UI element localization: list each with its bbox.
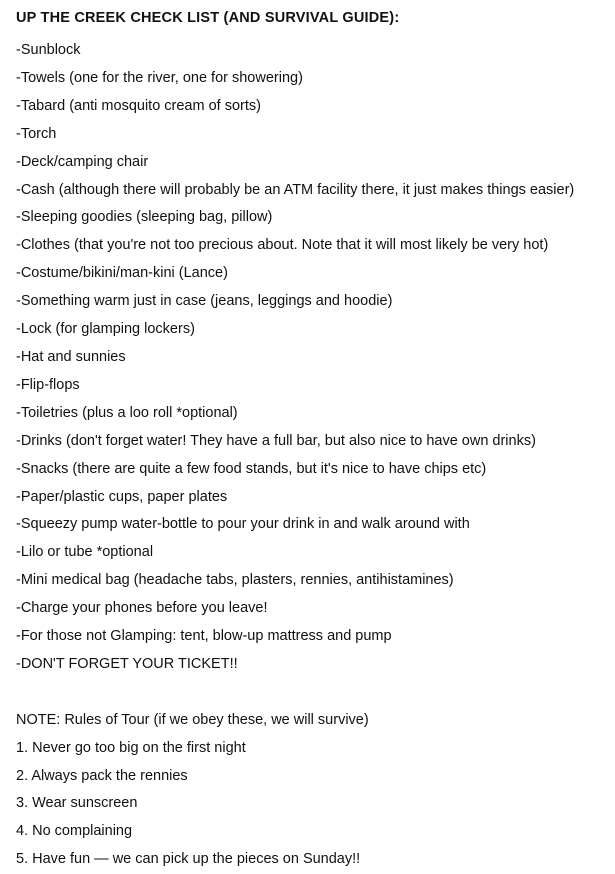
- checklist-item-ticket: -DON'T FORGET YOUR TICKET!!: [16, 655, 238, 672]
- checklist-item-water-bottle: -Squeezy pump water-bottle to pour your drink in and walk around with: [16, 516, 470, 533]
- checklist-item-sunblock: -Sunblock: [16, 42, 81, 58]
- checklist-item-tent: -For those not Glamping: tent, blow-up mattress and pump: [16, 628, 392, 645]
- checklist-item-tabard: -Tabard (anti mosquito cream of sorts): [16, 97, 261, 114]
- rules-list: [16, 735, 611, 874]
- page-title: UP THE CREEK CHECK LIST (AND SURVIVAL GUIDE):: [16, 10, 400, 26]
- checklist-item-medical-bag: -Mini medical bag (headache tabs, plasters, rennies, antihistamines): [16, 572, 454, 589]
- checklist-item-costume: -Costume/bikini/man-kini (Lance): [16, 265, 228, 282]
- checklist-item-toiletries: -Toiletries (plus a loo roll *optional): [16, 404, 238, 421]
- checklist-item-towels: -Towels (one for the river, one for showering): [16, 69, 303, 86]
- checklist-item-chair: -Deck/camping chair: [16, 153, 149, 170]
- rule-item: 2. Always pack the rennies: [16, 767, 188, 784]
- rule-item: 3. Wear sunscreen: [16, 795, 138, 812]
- checklist-item-hat-sunnies: -Hat and sunnies: [16, 348, 126, 365]
- checklist: [16, 37, 611, 679]
- checklist-item-charge-phones: -Charge your phones before you leave!: [16, 600, 268, 617]
- checklist-item-drinks: -Drinks (don't forget water! They have a full bar, but also nice to have own drinks): [16, 432, 536, 449]
- note-heading: NOTE: Rules of Tour (if we obey these, we will survive): [16, 711, 369, 728]
- checklist-item-cash: -Cash (although there will probably be an ATM facility there, it just makes things easier): [16, 181, 575, 198]
- rule-item: 5. Have fun — we can pick up the pieces on Sunday!!: [16, 851, 361, 868]
- checklist-item-lock: -Lock (for glamping lockers): [16, 321, 195, 338]
- checklist-item-something-warm: -Something warm just in case (jeans, leggings and hoodie): [16, 293, 393, 310]
- checklist-item-sleeping-goodies: -Sleeping goodies (sleeping bag, pillow): [16, 209, 273, 226]
- checklist-item-clothes: -Clothes (that you're not too precious about. Note that it will most likely be very hot): [16, 237, 549, 254]
- checklist-item-lilo: -Lilo or tube *optional: [16, 544, 154, 561]
- checklist-item-snacks: -Snacks (there are quite a few food stands, but it's nice to have chips etc): [16, 460, 487, 477]
- rule-item: 4. No complaining: [16, 823, 133, 840]
- section-spacer: [16, 679, 611, 707]
- rule-item: 1. Never go too big on the first night: [16, 739, 246, 756]
- checklist-item-flip-flops: -Flip-flops: [16, 376, 80, 393]
- checklist-item-torch: -Torch: [16, 125, 57, 142]
- checklist-item-cups-plates: -Paper/plastic cups, paper plates: [16, 488, 228, 505]
- document: [16, 10, 611, 874]
